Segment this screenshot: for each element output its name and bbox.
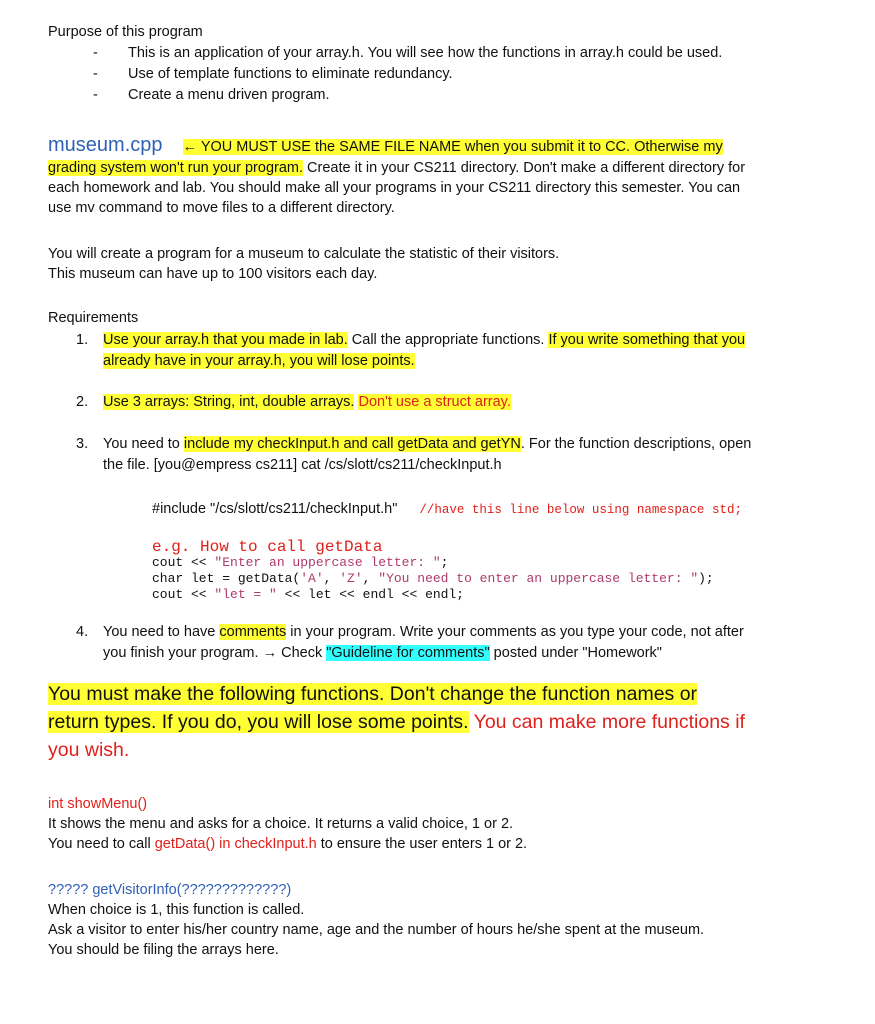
intro-line: This museum can have up to 100 visitors each day. [48,266,378,282]
notice-text: You must make the following functions. Don't change the function names or [48,683,698,705]
item-number: 2. [76,394,89,410]
get-visitor-info-section [48,880,704,960]
description-line: You should be filing the arrays here. [48,942,279,958]
requirement-item-4 [48,622,838,664]
show-menu-section [48,792,527,854]
plain-text: in your program. Write your comments as you type your code, not after [286,624,744,640]
filename-warning-cont: grading system won't run your program. [48,160,304,176]
plain-text: you finish your program. → Check [103,645,327,661]
filename-warning: ← YOU MUST USE the SAME FILE NAME when you submit it to CC. Otherwise my [182,139,723,155]
plain-text: You need to call [48,836,155,852]
item-number: 4. [76,624,89,640]
plain-text: to ensure the user enters 1 or 2. [316,836,528,852]
requirement-item-3 [48,434,838,602]
function-signature: ????? getVisitorInfo(?????????????) [48,882,292,898]
purpose-section [48,22,722,106]
requirement-item-1 [48,330,838,372]
functions-notice [48,680,838,764]
plain-text: the file. [you@empress cs211] cat /cs/slott/cs211/checkInput.h [103,457,502,473]
plain-text: . For the function descriptions, open [520,436,752,452]
highlight-text: comments [219,624,287,640]
intro-section [48,244,559,284]
requirement-item-2 [48,392,838,413]
purpose-list [48,43,722,106]
notice-text-red: You can make more functions if [468,711,745,733]
highlight-text: Use your array.h that you made in lab. [103,332,348,348]
highlight-text: Use 3 arrays: String, int, double arrays. [103,394,355,410]
highlight-text: If you write something that you [548,332,746,348]
requirements-list [48,330,838,664]
filename-title: museum.cpp [48,134,163,156]
code-comment: //have this line below using namespace std; [419,503,742,517]
filename-text: each homework and lab. You should make all your programs in your CS211 directory this semester. You can [48,180,741,196]
plain-text: You need to have [103,624,220,640]
purpose-bullet: - Create a menu driven program. [48,85,722,106]
code-line: cout << "Enter an uppercase letter: "; [152,555,449,570]
highlight-text: include my checkInput.h and call getData and getYN [183,436,521,452]
description-line: When choice is 1, this function is called. [48,902,305,918]
filename-text: Create it in your CS211 directory. Don't make a different directory for [303,160,746,176]
function-signature: int showMenu() [48,796,148,812]
include-line [103,499,838,521]
purpose-bullet: - This is an application of your array.h. You will see how the functions in array.h could be used. [48,43,722,64]
code-line: cout << "let = " << let << endl << endl; [152,587,465,602]
plain-text: You need to [103,436,184,452]
code-line: char let = getData('A', 'Z', "You need to enter an uppercase letter: "); [152,571,714,586]
notice-text-red: you wish. [48,739,130,761]
purpose-heading: Purpose of this program [48,24,203,40]
intro-line: You will create a program for a museum to calculate the statistic of their visitors. [48,246,560,262]
filename-text: use mv command to move files to a different directory. [48,200,395,216]
item-number: 3. [76,436,89,452]
code-example [103,538,838,602]
filename-section [48,134,838,218]
warning-text: Don't use a struct array. [358,394,511,410]
highlight-text: "Guideline for comments" [326,645,490,661]
plain-text: Call the appropriate functions. [347,332,549,348]
purpose-bullet: - Use of template functions to eliminate redundancy. [48,64,722,85]
plain-text: posted under "Homework" [489,645,662,661]
notice-text: return types. If you do, you will lose some points. [48,711,469,733]
requirements-heading: Requirements [48,310,139,326]
highlight-text: already have in your array.h, you will lose points. [103,353,415,369]
include-directive: #include "/cs/slott/cs211/checkInput.h" [152,501,398,517]
description-line: Ask a visitor to enter his/her country name, age and the number of hours he/she spent at the museum. [48,922,705,938]
red-text: getData() in checkInput.h [154,836,317,852]
requirements-section [48,308,838,664]
example-title: e.g. How to call getData [152,538,383,556]
item-number: 1. [76,332,89,348]
description-line: It shows the menu and asks for a choice. It returns a valid choice, 1 or 2. [48,816,514,832]
